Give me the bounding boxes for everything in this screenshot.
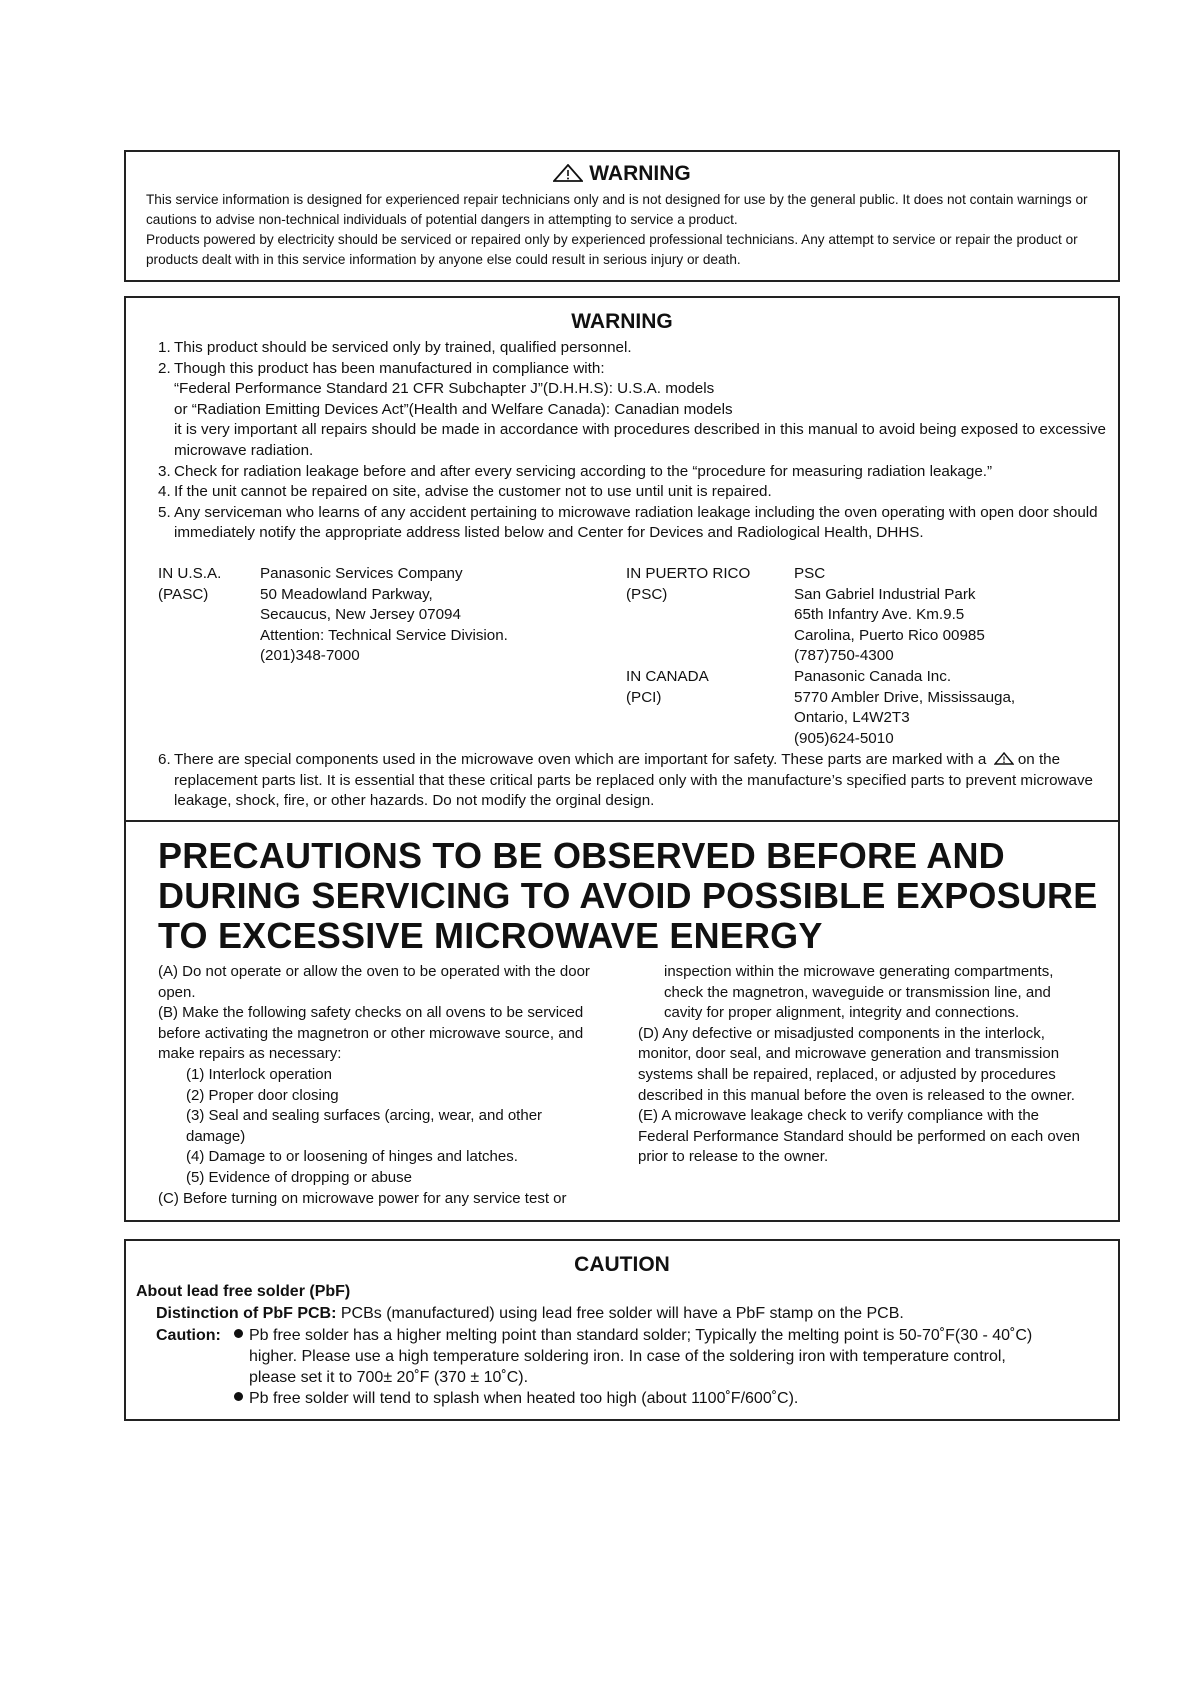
warning-triangle-icon [553,164,583,182]
caution-title: CAUTION [574,1253,670,1276]
general-warning-paragraph-2: Products powered by electricity should be serviced or repaired only by experienced professional technicians. Any attempt to service or repair the product or products dealt with in this service information by anyone else could result in serious injury or death. [146,232,1078,267]
distinction-label: Distinction of PbF PCB: [156,1305,337,1322]
distinction-text: PCBs (manufactured) using lead free solder will have a PbF stamp on the PCB. [336,1305,904,1322]
precaution-a: (A) Do not operate or allow the oven to be operated with the door open. [158,963,590,1001]
puerto-rico-address: PSC San Gabriel Industrial Park 65th Infantry Ave. Km.9.5 Carolina, Puerto Rico 00985 (787)750-4300 [794,565,985,665]
canada-address: Panasonic Canada Inc. 5770 Ambler Drive, Mississauga, Ontario, L4W2T3 (905)624-5010 [794,668,1016,747]
precaution-b: (B) Make the following safety checks on all ovens to be serviced before activating the magnetron or other microwave source, and make repairs as necessary: [158,1004,584,1063]
radiation-warning-title: WARNING [571,310,673,333]
bullet-icon [234,1392,243,1401]
caution-label: Caution: [156,1327,221,1344]
caution-bullet-1-line-2: higher. Please use a high temperature soldering iron. In case of the soldering iron with temperature control, [249,1348,1006,1365]
check-item: (2) Proper door closing [186,1086,339,1104]
caution-bullet-1: Pb free solder has a higher melting point than standard solder; Typically the melting point is 50-70˚F(30 - 40˚C) [234,1325,1032,1346]
caution-bullet-1-line-3: please set it to 700± 20˚F (370 ± 10˚C). [249,1369,529,1386]
general-warning-heading [126,162,1118,186]
warning-list-continued [158,750,1108,812]
precautions-right-column [638,962,1082,1168]
caution-box [124,1239,1120,1421]
puerto-rico-region: IN PUERTO RICO (PSC) [626,565,751,603]
warning-list [158,338,1108,544]
section-divider [126,820,1118,822]
radiation-warning-box [124,296,1120,1222]
check-item: (3) Seal and sealing surfaces (arcing, wear, and other damage) [186,1107,543,1145]
warning-triangle-icon [994,752,1014,765]
bullet-icon [234,1329,243,1338]
precaution-c-continued: inspection within the microwave generating compartments, check the magnetron, waveguide or transmission line, and cavity for proper alignment, integrity and connections. [664,963,1054,1022]
pbf-heading: About lead free solder (PbF) [136,1283,351,1300]
precautions-heading: PRECAUTIONS TO BE OBSERVED BEFORE AND DURING SERVICING TO AVOID POSSIBLE EXPOSURE TO EXCESSIVE MICROWAVE ENERGY [158,835,1098,956]
list-item: 2. Though this product has been manufactured in compliance with: “Federal Performance Standard 21 CFR Subchapter J”(D.H.H.S): U.S.A. models or “Radiation Emitting Devices Act”(Health and Welfare Canada): Canadian models it is very important all repairs should be made in accordance with procedures described in this manual to avoid being exposed to excessive microwave radiation. [158,359,1106,459]
check-item: (5) Evidence of dropping or abuse [186,1168,412,1186]
precaution-c-start: (C) Before turning on microwave power for any service test or [158,1189,567,1207]
usa-address: Panasonic Services Company 50 Meadowland Parkway, Secaucus, New Jersey 07094 Attention: Technical Service Division. (201)348-7000 [260,565,508,665]
pbf-distinction [156,1303,904,1324]
list-item: 5. Any serviceman who learns of any accident pertaining to microwave radiation leakage including the oven operating with open door should immediately notify the appropriate address listed below and Center for Devices and Radiological Health, DHHS. [158,503,1098,542]
list-item: 3. Check for radiation leakage before and after every servicing according to the “procedure for measuring radiation leakage.” [158,462,993,480]
usa-region: IN U.S.A. (PASC) [158,565,222,603]
general-warning-paragraph-1: This service information is designed for experienced repair technicians only and is not designed for use by the general public. It does not contain warnings or cautions to advise non-technical individuals of potential dangers in attempting to service a product. [146,192,1088,227]
list-item: 1. This product should be serviced only by trained, qualified personnel. [158,339,632,356]
check-item: (1) Interlock operation [186,1065,332,1083]
check-item: (4) Damage to or loosening of hinges and latches. [186,1148,518,1166]
canada-region: IN CANADA (PCI) [626,668,709,706]
caution-bullet-2: Pb free solder will tend to splash when heated too high (about 1100˚F/600˚C). [234,1388,798,1409]
general-warning-title: WARNING [589,162,691,185]
precaution-d: (D) Any defective or misadjusted components in the interlock, monitor, door seal, and microwave generation and transmission systems shall be repaired, replaced, or adjusted by procedures described in this manual before the oven is released to the owner. [638,1024,1075,1104]
precautions-left-column [158,962,596,1209]
general-warning-box [124,150,1120,282]
list-item: 4. If the unit cannot be repaired on site, advise the customer not to use until unit is repaired. [158,483,772,501]
list-item: 6. There are special components used in the microwave oven which are important for safety. These parts are marked with a on the replacement parts list. It is essential that these critical parts be replaced only with the manufacture’s specified parts to prevent microwave leakage, shock, fire, or other hazards. Do not modify the orginal design. [158,751,1093,810]
precaution-e: (E) A microwave leakage check to verify compliance with the Federal Performance Standard should be performed on each oven prior to release to the owner. [638,1107,1080,1166]
